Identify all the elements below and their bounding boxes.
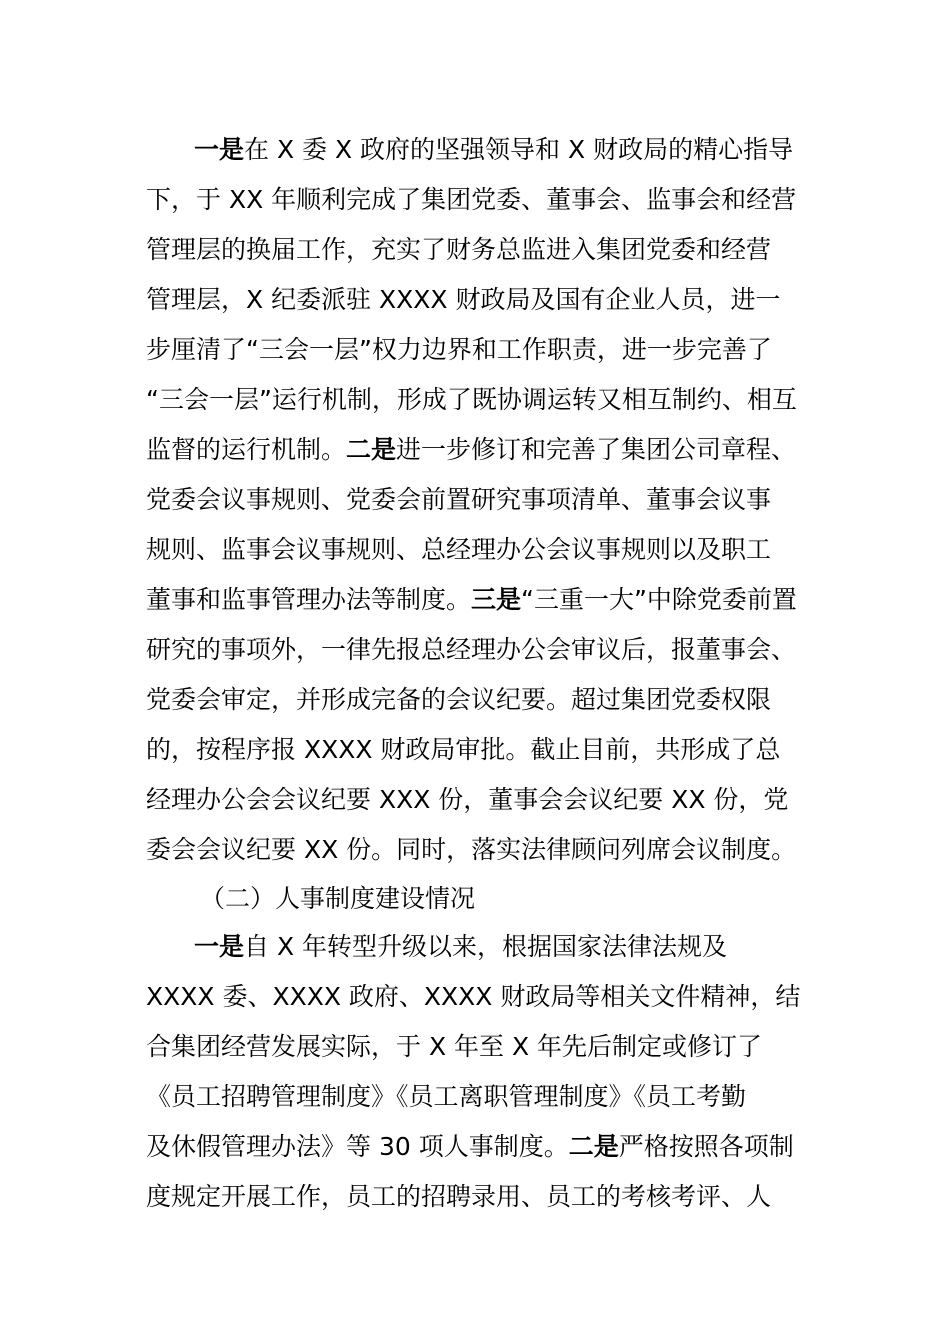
paragraph-line: 一是在 X 委 X 政府的坚强领导和 X 财政局的精心指导 <box>194 135 794 164</box>
paragraph-line: 一是自 X 年转型升级以来，根据国家法律法规及 <box>194 932 728 961</box>
paragraph-line: 下，于 XX 年顺利完成了集团党委、董事会、监事会和经营 <box>146 185 797 214</box>
paragraph-line: 《员工招聘管理制度》《员工离职管理制度》《员工考勤 <box>146 1082 747 1111</box>
paragraph-line: 步厘清了“三会一层”权力边界和工作职责，进一步完善了 <box>146 335 772 364</box>
paragraph-line: XXXX 委、XXXX 政府、XXXX 财政局等相关文件精神，结 <box>146 982 801 1011</box>
emphasis-lead: 二是 <box>346 435 397 464</box>
paragraph-line: 及休假管理办法》等 30 项人事制度。二是严格按照各项制 <box>146 1132 794 1161</box>
paragraph-line: 规则、监事会议事规则、总经理办公会议事规则以及职工 <box>146 535 772 564</box>
emphasis-lead: 一是 <box>194 932 245 961</box>
paragraph-line: 的，按程序报 XXXX 财政局审批。截止目前，共形成了总 <box>146 735 781 764</box>
paragraph-line: “三会一层”运行机制，形成了既协调运转又相互制约、相互 <box>146 385 797 414</box>
section-heading: （二）人事制度建设情况 <box>200 884 476 913</box>
paragraph-line: 党委会审定，并形成完备的会议纪要。超过集团党委权限 <box>146 685 772 714</box>
emphasis-lead: 三是 <box>471 585 522 614</box>
paragraph-line: 董事和监事管理办法等制度。三是“三重一大”中除党委前置 <box>146 585 797 614</box>
paragraph-line: 委会会议纪要 XX 份。同时，落实法律顾问列席会议制度。 <box>146 835 797 864</box>
paragraph-line: 经理办公会会议纪要 XXX 份，董事会会议纪要 XX 份，党 <box>146 785 789 814</box>
paragraph-line: 党委会议事规则、党委会前置研究事项清单、董事会议事 <box>146 485 772 514</box>
paragraph-line: 管理层，X 纪委派驻 XXXX 财政局及国有企业人员，进一 <box>146 285 781 314</box>
paragraph-line: 研究的事项外，一律先报总经理办公会审议后，报董事会、 <box>146 635 797 664</box>
paragraph-line: 合集团经营发展实际，于 X 年至 X 年先后制定或修订了 <box>146 1032 763 1061</box>
emphasis-lead: 二是 <box>568 1132 619 1161</box>
paragraph-line: 管理层的换届工作，充实了财务总监进入集团党委和经营 <box>146 235 772 264</box>
emphasis-lead: 一是 <box>194 135 245 164</box>
paragraph-line: 度规定开展工作，员工的招聘录用、员工的考核考评、人 <box>146 1182 772 1211</box>
paragraph-line: 监督的运行机制。二是进一步修订和完善了集团公司章程、 <box>146 435 797 464</box>
